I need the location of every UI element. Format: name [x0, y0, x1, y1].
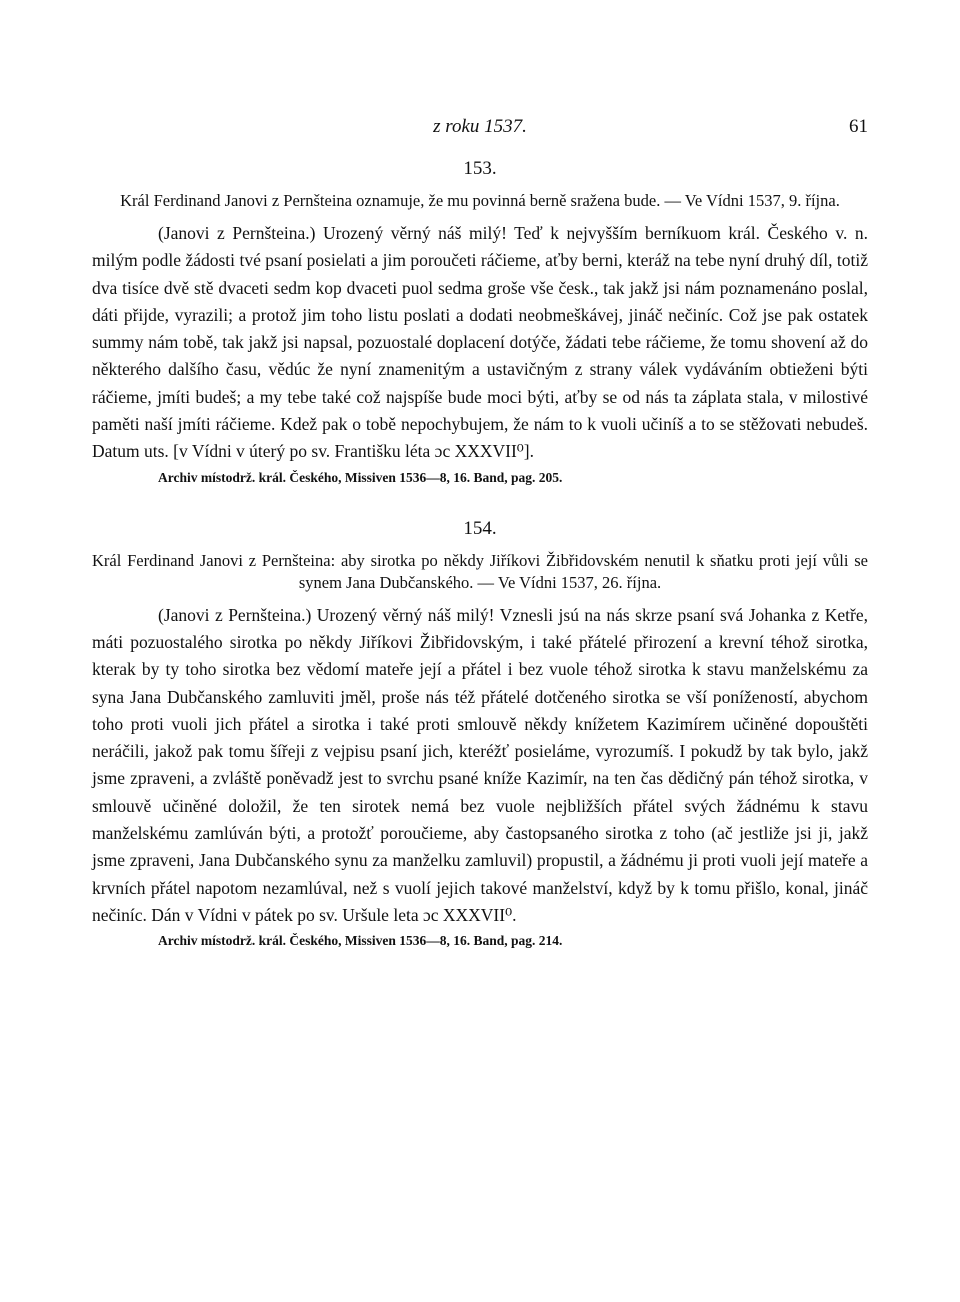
- archive-source: Archiv místodrž. král. Českého, Missiven 1536—8, 16. Band, pag. 205.: [158, 469, 563, 485]
- document-page: [92, 116, 868, 949]
- document-summary: Král Ferdinand Janovi z Pernšteina: aby sirotka po někdy Jiříkovi Žibřidovském nenutil k sňatku proti její vůli se synem Jana Dubčanského. — Ve Vídni 1537, 26. října.: [92, 550, 868, 592]
- document-summary: Král Ferdinand Janovi z Pernšteina oznamuje, že mu povinná berně sražena bude. — Ve Vídni 1537, 9. října.: [120, 191, 840, 210]
- archive-source: Archiv místodrž. král. Českého, Missiven 1536—8, 16. Band, pag. 214.: [158, 933, 563, 949]
- page-number: 61: [849, 116, 868, 137]
- document-number: 154.: [463, 517, 497, 539]
- document-153: [92, 158, 868, 486]
- document-154: [92, 518, 868, 950]
- document-body: (Janovi z Pernšteina.) Urozený věrný náš milý! Vznesli jsú na nás skrze psaní svá Johanka z Ketře, máti pozuostalého sirotka po někdy Jiříkovi Žibřidovským, i také přátelé přirození a krevní téhož sirotka, kterak by ty toho sirotka bez vědomí mateře její a přátel i bez vuole téhož sirotka k stavu manželskému za syna Jana Dubčanského zamluviti jměl, proše nás též přátelé dotčeného sirotka se vší ponížeností, abychom toho proti vuoli jich přátel a sirotka i také proti smlouvě někdy knížetem Kazimírem učiněné dopouštěti neráčili, jakož pak tomu šířeji z vejpisu psaní jich, kteréžť posieláme, vyrozumíš. I pokudž by tak bylo, jakž jsme zpraveni, a zvláště poněvadž jest to svrchu psané kníže Kazimír, na ten čas dědičný pán téhož sirotka, v smlouvě učiněné doložil, že ten sirotek nemá bez vuole nejbližších přátel svých žádnému k stavu manželskému zamlúván býti, a protožť poroučieme, aby častopsaného sirotka z toho (ač jestliže jsi ji, jakž jsme zpraveni, Jana Dubčanského synu za manželku zamluvil) propustil, a žádnému ji proti vuoli její mateře a krvních přátel napotom nezamlúval, než s vuolí jejich takové manželství, když by k tomu přišlo, konal, jináč nečiníc. Dán v Vídni v pátek po sv. Uršule leta ɔc XXXVII⁰.: [92, 604, 868, 925]
- document-number: 153.: [463, 158, 497, 179]
- running-header: [92, 116, 868, 144]
- running-title: z roku 1537.: [433, 116, 527, 137]
- document-body: (Janovi z Pernšteina.) Urozený věrný náš milý! Teď k nejvyšším berníkuom král. Českého v. n. milým podle žádosti tvé psaní posielati a jim poroučeti ráčieme, aťby berni, kteráž na tebe nyní druhý díl, totiž dva tisíce dvě stě dvaceti sedm kop dvaceti puol sedma groše vše česk., tak jakž jsi nám poznamenáno poslal, dáti přijde, vyrazili; a protož jim toho listu poslati a dodati neobmeškávej, jináč nečiníc. Což jse pak ostatek summy nám tobě, tak jakž jsi napsal, pozuostalé doplacení dotýče, žádati tebe ráčieme, že tomu shovení až do některého dalšího času, vědúc že nyní znamenitým a ustavičným z strany válek vydáváním obtieženi býti ráčieme, jmíti budeš; a my tebe také což najspíše bude moci býti, aťby se od nás ta záplata stala, v milostivé paměti naší jmíti ráčieme. Kdež pak o tobě nepochybujem, že nám to k vuoli učiníš a to se stěžovati nebudeš. Datum uts. [v Vídni v úterý po sv. Františku léta ɔc XXXVII⁰].: [92, 223, 868, 462]
